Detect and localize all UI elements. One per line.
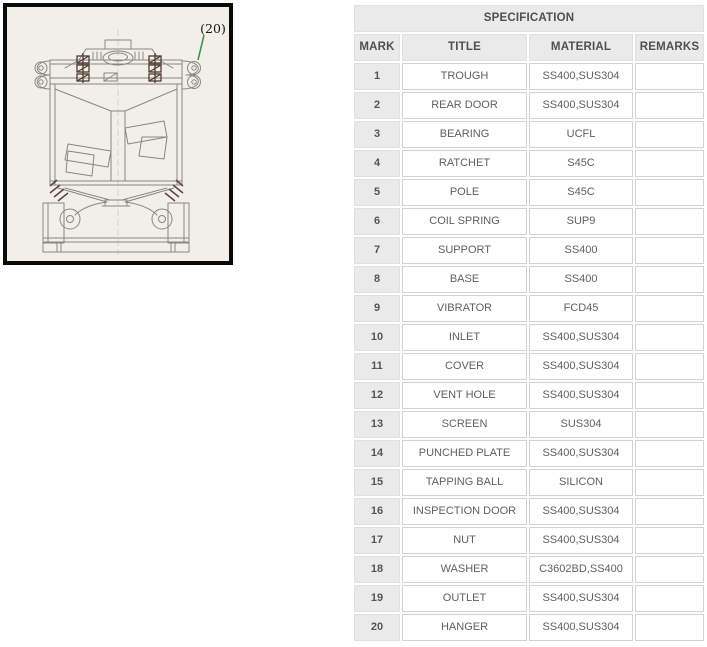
remarks-cell — [635, 63, 704, 90]
remarks-cell — [635, 353, 704, 380]
table-title-row — [354, 5, 704, 32]
column-header-remarks: REMARKS — [635, 34, 704, 61]
title-cell: SUPPORT — [402, 237, 527, 264]
mark-cell: 8 — [354, 266, 400, 293]
table-row — [354, 324, 704, 351]
title-cell: VENT HOLE — [402, 382, 527, 409]
table-row — [354, 585, 704, 612]
title-cell: COIL SPRING — [402, 208, 527, 235]
mark-cell: 12 — [354, 382, 400, 409]
mark-cell: 20 — [354, 614, 400, 641]
material-cell: SUS304 — [529, 411, 633, 438]
material-cell: SS400,SUS304 — [529, 324, 633, 351]
table-row — [354, 440, 704, 467]
mark-cell: 2 — [354, 92, 400, 119]
material-cell: SS400 — [529, 237, 633, 264]
title-cell: OUTLET — [402, 585, 527, 612]
material-cell: SS400,SUS304 — [529, 585, 633, 612]
title-cell: RATCHET — [402, 150, 527, 177]
column-header-title: TITLE — [402, 34, 527, 61]
mark-cell: 17 — [354, 527, 400, 554]
material-cell: SS400,SUS304 — [529, 92, 633, 119]
title-cell: PUNCHED PLATE — [402, 440, 527, 467]
mark-cell: 1 — [354, 63, 400, 90]
table-row — [354, 63, 704, 90]
table-title: SPECIFICATION — [354, 5, 704, 32]
table-row — [354, 208, 704, 235]
remarks-cell — [635, 498, 704, 525]
remarks-cell — [635, 208, 704, 235]
title-cell: NUT — [402, 527, 527, 554]
table-row — [354, 92, 704, 119]
table-row — [354, 469, 704, 496]
material-cell: SS400,SUS304 — [529, 63, 633, 90]
material-cell: SILICON — [529, 469, 633, 496]
remarks-cell — [635, 440, 704, 467]
column-header-mark: MARK — [354, 34, 400, 61]
material-cell: SS400,SUS304 — [529, 527, 633, 554]
table-row — [354, 527, 704, 554]
table-row — [354, 266, 704, 293]
spec-table-body — [354, 63, 704, 641]
material-cell: SS400,SUS304 — [529, 614, 633, 641]
table-row — [354, 353, 704, 380]
remarks-cell — [635, 237, 704, 264]
material-cell: SS400,SUS304 — [529, 353, 633, 380]
remarks-cell — [635, 324, 704, 351]
machine-drawing-panel — [3, 3, 233, 265]
mark-cell: 4 — [354, 150, 400, 177]
mark-cell: 11 — [354, 353, 400, 380]
table-row — [354, 382, 704, 409]
table-row — [354, 556, 704, 583]
title-cell: POLE — [402, 179, 527, 206]
remarks-cell — [635, 150, 704, 177]
table-row — [354, 179, 704, 206]
material-cell: FCD45 — [529, 295, 633, 322]
mark-cell: 16 — [354, 498, 400, 525]
specification-panel — [352, 3, 704, 643]
material-cell: SUP9 — [529, 208, 633, 235]
table-row — [354, 411, 704, 438]
table-row — [354, 121, 704, 148]
remarks-cell — [635, 527, 704, 554]
title-cell: TROUGH — [402, 63, 527, 90]
specification-table — [352, 3, 706, 643]
remarks-cell — [635, 469, 704, 496]
part-label: (20) — [200, 21, 226, 36]
title-cell: SCREEN — [402, 411, 527, 438]
remarks-cell — [635, 179, 704, 206]
mark-cell: 3 — [354, 121, 400, 148]
remarks-cell — [635, 121, 704, 148]
remarks-cell — [635, 556, 704, 583]
title-cell: INSPECTION DOOR — [402, 498, 527, 525]
table-row — [354, 614, 704, 641]
title-cell: WASHER — [402, 556, 527, 583]
mark-cell: 19 — [354, 585, 400, 612]
mark-cell: 6 — [354, 208, 400, 235]
title-cell: BASE — [402, 266, 527, 293]
material-cell: SS400,SUS304 — [529, 498, 633, 525]
title-cell: TAPPING BALL — [402, 469, 527, 496]
mark-cell: 13 — [354, 411, 400, 438]
column-header-material: MATERIAL — [529, 34, 633, 61]
title-cell: BEARING — [402, 121, 527, 148]
table-row — [354, 150, 704, 177]
mark-cell: 18 — [354, 556, 400, 583]
material-cell: UCFL — [529, 121, 633, 148]
material-cell: S45C — [529, 179, 633, 206]
title-cell: INLET — [402, 324, 527, 351]
mark-cell: 15 — [354, 469, 400, 496]
mark-cell: 5 — [354, 179, 400, 206]
column-header-row — [354, 34, 704, 61]
remarks-cell — [635, 585, 704, 612]
title-cell: VIBRATOR — [402, 295, 527, 322]
material-cell: S45C — [529, 150, 633, 177]
mark-cell: 14 — [354, 440, 400, 467]
material-cell: SS400,SUS304 — [529, 440, 633, 467]
title-cell: COVER — [402, 353, 527, 380]
mark-cell: 7 — [354, 237, 400, 264]
remarks-cell — [635, 92, 704, 119]
material-cell: C3602BD,SS400 — [529, 556, 633, 583]
title-cell: HANGER — [402, 614, 527, 641]
remarks-cell — [635, 266, 704, 293]
title-cell: REAR DOOR — [402, 92, 527, 119]
remarks-cell — [635, 295, 704, 322]
remarks-cell — [635, 614, 704, 641]
material-cell: SS400 — [529, 266, 633, 293]
table-row — [354, 498, 704, 525]
remarks-cell — [635, 382, 704, 409]
mark-cell: 10 — [354, 324, 400, 351]
machine-drawing — [7, 7, 229, 261]
remarks-cell — [635, 411, 704, 438]
table-row — [354, 295, 704, 322]
mark-cell: 9 — [354, 295, 400, 322]
table-row — [354, 237, 704, 264]
material-cell: SS400,SUS304 — [529, 382, 633, 409]
